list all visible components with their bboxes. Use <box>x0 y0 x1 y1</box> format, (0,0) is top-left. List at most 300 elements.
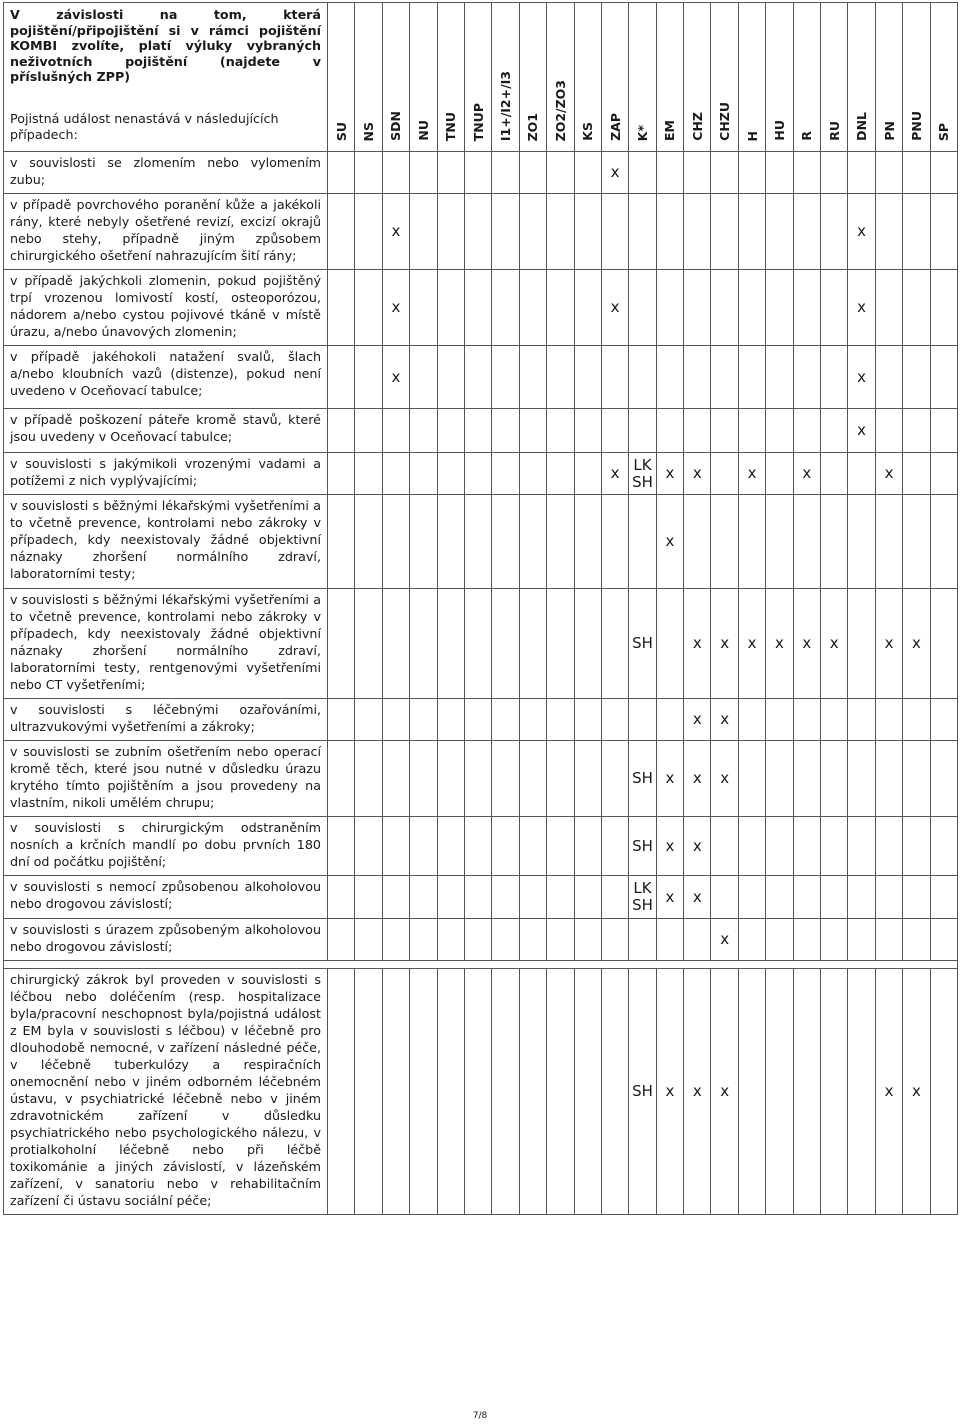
mark-cell: SH <box>629 589 656 699</box>
mark-cell <box>738 495 765 589</box>
mark-cell <box>601 699 628 741</box>
mark-cell <box>328 699 355 741</box>
mark-cell <box>875 194 902 270</box>
exclusion-description: v souvislosti s chirurgickým odstraněním nosních a krčních mandlí po dobu prvních 180 dní od počátku pojištění; <box>4 817 328 876</box>
mark-cell <box>492 741 519 817</box>
mark-cell <box>629 409 656 453</box>
mark-cell <box>464 969 491 1215</box>
column-header-label: SU <box>333 121 349 141</box>
mark-cell <box>821 699 848 741</box>
mark-cell <box>875 270 902 346</box>
mark-cell <box>684 194 711 270</box>
mark-cell <box>574 741 601 817</box>
mark-cell <box>574 969 601 1215</box>
mark-cell <box>328 409 355 453</box>
exclusion-description: chirurgický zákrok byl proveden v souvislosti s léčbou nebo doléčením (resp. hospitalizace byla/pracovní neschopnost byla/pojistná událost z EM byla v souvislosti s léčbou) v léčebně pro dlouhodobě nemocné, v zařízení následné péče, v léčebně tuberkulózy a respiračních onemocnění nebo v jiném odborném léčebném ústavu, v psychiatrické léčebně nebo v jiném zdravotnickém zařízení v důsledku psychiatrického nebo psychologického nálezu, v protialkoholní léčebně nebo při léčbě toxikománie a jiných závislostí, v lázeňském zařízení, v sanatoriu nebo v rehabilitačním zařízení či ústavu sociální péče; <box>4 969 328 1215</box>
mark-cell <box>656 194 683 270</box>
column-header-20 <box>875 3 902 152</box>
mark-cell <box>601 817 628 876</box>
mark-cell <box>738 270 765 346</box>
mark-cell <box>410 270 437 346</box>
mark-cell <box>410 453 437 495</box>
mark-cell: x <box>875 589 902 699</box>
mark-cell <box>711 453 738 495</box>
mark-cell <box>437 919 464 961</box>
mark-cell <box>437 876 464 919</box>
mark-cell <box>410 876 437 919</box>
mark-cell <box>656 346 683 409</box>
mark-cell <box>601 589 628 699</box>
mark-cell <box>766 194 793 270</box>
table-body <box>4 152 958 1215</box>
mark-cell <box>574 270 601 346</box>
column-header-9 <box>574 3 601 152</box>
mark-cell <box>930 409 957 453</box>
mark-cell <box>766 699 793 741</box>
mark-cell <box>821 969 848 1215</box>
mark-cell: x <box>382 194 409 270</box>
mark-cell: x <box>821 589 848 699</box>
mark-cell: SH <box>629 817 656 876</box>
column-header-label: KS <box>580 122 596 141</box>
spacer-cell <box>4 961 958 969</box>
mark-cell <box>382 741 409 817</box>
table-row <box>4 969 958 1215</box>
mark-cell <box>793 495 820 589</box>
mark-cell <box>437 194 464 270</box>
mark-cell <box>437 495 464 589</box>
mark-cell <box>821 495 848 589</box>
mark-cell <box>738 969 765 1215</box>
mark-cell <box>492 969 519 1215</box>
mark-cell <box>875 152 902 194</box>
mark-cell <box>903 194 930 270</box>
mark-cell: x <box>656 969 683 1215</box>
mark-cell: LK SH <box>629 453 656 495</box>
mark-cell <box>574 817 601 876</box>
mark-cell <box>547 589 574 699</box>
mark-cell <box>464 495 491 589</box>
mark-cell <box>903 919 930 961</box>
mark-cell <box>574 194 601 270</box>
mark-cell <box>437 969 464 1215</box>
mark-cell <box>355 876 382 919</box>
mark-cell: x <box>684 589 711 699</box>
mark-cell <box>328 589 355 699</box>
mark-cell <box>492 919 519 961</box>
mark-cell <box>464 453 491 495</box>
mark-cell <box>382 969 409 1215</box>
mark-cell: x <box>903 969 930 1215</box>
mark-cell <box>410 919 437 961</box>
mark-cell <box>547 152 574 194</box>
mark-cell <box>821 152 848 194</box>
mark-cell <box>519 589 546 699</box>
mark-cell <box>382 699 409 741</box>
mark-cell: SH <box>629 741 656 817</box>
mark-cell <box>711 409 738 453</box>
column-header-label: TNUP <box>470 102 486 141</box>
mark-cell <box>492 495 519 589</box>
mark-cell <box>437 152 464 194</box>
header-row <box>4 3 958 152</box>
mark-cell <box>382 152 409 194</box>
mark-cell <box>464 817 491 876</box>
mark-cell <box>328 969 355 1215</box>
mark-cell <box>793 817 820 876</box>
mark-cell <box>547 876 574 919</box>
mark-cell: x <box>711 699 738 741</box>
column-header-label: R <box>799 131 815 141</box>
mark-cell <box>766 876 793 919</box>
mark-cell <box>464 699 491 741</box>
column-header-label: EM <box>662 120 678 141</box>
mark-cell <box>684 270 711 346</box>
table-row <box>4 453 958 495</box>
mark-cell: x <box>656 495 683 589</box>
mark-cell: x <box>766 589 793 699</box>
table-row <box>4 741 958 817</box>
mark-cell <box>766 919 793 961</box>
mark-cell: x <box>684 817 711 876</box>
mark-cell <box>875 495 902 589</box>
mark-cell <box>355 589 382 699</box>
mark-cell <box>519 969 546 1215</box>
mark-cell <box>793 969 820 1215</box>
mark-cell <box>629 495 656 589</box>
column-header-label: H <box>744 130 760 141</box>
mark-cell <box>930 270 957 346</box>
column-header-7 <box>519 3 546 152</box>
mark-cell <box>629 699 656 741</box>
mark-cell <box>875 409 902 453</box>
mark-cell <box>930 876 957 919</box>
column-header-label: NU <box>415 120 431 141</box>
mark-cell <box>793 876 820 919</box>
exclusion-description: v souvislosti s léčebnými ozařováními, ultrazvukovými vyšetřeními a zákroky; <box>4 699 328 741</box>
mark-cell <box>519 495 546 589</box>
mark-cell <box>875 919 902 961</box>
mark-cell <box>437 589 464 699</box>
mark-cell <box>410 152 437 194</box>
mark-cell <box>848 453 875 495</box>
mark-cell <box>629 194 656 270</box>
mark-cell <box>903 741 930 817</box>
mark-cell <box>793 152 820 194</box>
mark-cell <box>821 817 848 876</box>
column-header-label: PNU <box>908 111 924 141</box>
column-header-10 <box>601 3 628 152</box>
mark-cell <box>875 346 902 409</box>
mark-cell <box>519 741 546 817</box>
column-header-0 <box>328 3 355 152</box>
mark-cell <box>656 589 683 699</box>
mark-cell: x <box>601 152 628 194</box>
mark-cell <box>711 876 738 919</box>
exclusion-description: v souvislosti s úrazem způsobeným alkoholovou nebo drogovou závislostí; <box>4 919 328 961</box>
mark-cell <box>519 194 546 270</box>
column-header-label: CHZ <box>689 112 705 141</box>
mark-cell <box>519 453 546 495</box>
column-header-18 <box>821 3 848 152</box>
mark-cell <box>355 919 382 961</box>
mark-cell <box>903 152 930 194</box>
mark-cell <box>684 495 711 589</box>
mark-cell <box>328 817 355 876</box>
mark-cell <box>738 409 765 453</box>
page-number: 7/8 <box>472 1411 488 1421</box>
mark-cell <box>355 409 382 453</box>
mark-cell <box>410 495 437 589</box>
mark-cell: x <box>903 589 930 699</box>
mark-cell <box>519 699 546 741</box>
mark-cell <box>547 741 574 817</box>
mark-cell <box>930 817 957 876</box>
mark-cell <box>601 409 628 453</box>
mark-cell <box>738 817 765 876</box>
mark-cell: x <box>684 741 711 817</box>
mark-cell <box>328 194 355 270</box>
exclusion-description: v souvislosti s běžnými lékařskými vyšetřeními a to včetně prevence, kontrolami nebo zákroky v případech, kdy neexistovaly žádné objektivní náznaky zhoršení normálního zdraví, laboratorními testy, rentgenovými vyšetřeními nebo CT vyšetřeními; <box>4 589 328 699</box>
mark-cell <box>382 409 409 453</box>
column-header-label: RU <box>826 121 842 141</box>
mark-cell <box>574 453 601 495</box>
mark-cell <box>875 699 902 741</box>
mark-cell <box>848 152 875 194</box>
mark-cell: x <box>684 453 711 495</box>
mark-cell <box>930 969 957 1215</box>
mark-cell <box>574 495 601 589</box>
column-header-label: SP <box>936 122 952 141</box>
mark-cell: x <box>793 589 820 699</box>
mark-cell <box>848 969 875 1215</box>
mark-cell <box>492 876 519 919</box>
column-header-label: CHZU <box>717 102 733 141</box>
mark-cell: x <box>848 194 875 270</box>
column-header-1 <box>355 3 382 152</box>
mark-cell <box>738 919 765 961</box>
mark-cell <box>547 495 574 589</box>
column-header-14 <box>711 3 738 152</box>
mark-cell <box>601 969 628 1215</box>
column-header-5 <box>464 3 491 152</box>
mark-cell <box>711 346 738 409</box>
mark-cell <box>738 194 765 270</box>
mark-cell <box>875 741 902 817</box>
mark-cell <box>328 741 355 817</box>
table-row <box>4 409 958 453</box>
column-header-label: PN <box>881 121 897 141</box>
mark-cell <box>766 152 793 194</box>
mark-cell <box>574 409 601 453</box>
mark-cell <box>355 152 382 194</box>
mark-cell <box>464 409 491 453</box>
mark-cell <box>766 346 793 409</box>
mark-cell <box>848 817 875 876</box>
mark-cell <box>821 270 848 346</box>
column-header-16 <box>766 3 793 152</box>
mark-cell <box>519 152 546 194</box>
mark-cell <box>930 741 957 817</box>
mark-cell <box>410 589 437 699</box>
mark-cell: x <box>382 270 409 346</box>
mark-cell <box>601 876 628 919</box>
mark-cell <box>766 741 793 817</box>
mark-cell <box>903 346 930 409</box>
mark-cell <box>355 741 382 817</box>
mark-cell <box>464 194 491 270</box>
mark-cell <box>684 409 711 453</box>
mark-cell <box>903 453 930 495</box>
mark-cell <box>492 346 519 409</box>
column-header-6 <box>492 3 519 152</box>
mark-cell <box>766 270 793 346</box>
table-row <box>4 817 958 876</box>
mark-cell: x <box>848 409 875 453</box>
mark-cell <box>410 409 437 453</box>
mark-cell <box>547 409 574 453</box>
mark-cell: x <box>656 741 683 817</box>
column-header-label: SDN <box>388 111 404 141</box>
mark-cell <box>574 919 601 961</box>
column-header-13 <box>684 3 711 152</box>
mark-cell <box>656 919 683 961</box>
mark-cell <box>601 741 628 817</box>
mark-cell <box>821 919 848 961</box>
mark-cell <box>547 453 574 495</box>
exclusion-description: v případě poškození páteře kromě stavů, které jsou uvedeny v Oceňovací tabulce; <box>4 409 328 453</box>
mark-cell: x <box>738 453 765 495</box>
mark-cell <box>492 453 519 495</box>
mark-cell <box>848 741 875 817</box>
mark-cell <box>766 453 793 495</box>
mark-cell <box>738 152 765 194</box>
mark-cell: x <box>793 453 820 495</box>
exclusion-description: v souvislosti se zubním ošetřením nebo operací kromě těch, které jsou nutné v důsledku úrazu krytého tímto pojištěním a jsou provedeny na vlastním, nikoli umělém chrupu; <box>4 741 328 817</box>
mark-cell: x <box>684 699 711 741</box>
mark-cell <box>711 270 738 346</box>
mark-cell: x <box>875 969 902 1215</box>
mark-cell: LK SH <box>629 876 656 919</box>
mark-cell <box>547 346 574 409</box>
mark-cell <box>821 346 848 409</box>
mark-cell <box>355 817 382 876</box>
subheading-text: Pojistná událost nenastává v následujících případech: <box>10 110 279 142</box>
mark-cell <box>382 453 409 495</box>
mark-cell <box>684 346 711 409</box>
mark-cell <box>848 919 875 961</box>
table-row <box>4 919 958 961</box>
mark-cell <box>547 969 574 1215</box>
column-header-label: NS <box>361 121 377 141</box>
mark-cell: x <box>711 741 738 817</box>
mark-cell <box>519 270 546 346</box>
mark-cell <box>903 817 930 876</box>
mark-cell <box>930 589 957 699</box>
mark-cell <box>355 194 382 270</box>
mark-cell <box>793 409 820 453</box>
mark-cell <box>410 969 437 1215</box>
mark-cell <box>410 699 437 741</box>
mark-cell <box>547 270 574 346</box>
mark-cell <box>410 346 437 409</box>
mark-cell <box>382 876 409 919</box>
intro-text: V závislosti na tom, která pojištění/připojištění si v rámci pojištění KOMBI zvolíte, platí výluky vybraných neživotních pojištění (najdete v příslušných ZPP) <box>10 7 321 84</box>
mark-cell <box>492 699 519 741</box>
mark-cell <box>766 969 793 1215</box>
mark-cell <box>601 194 628 270</box>
mark-cell: x <box>684 876 711 919</box>
mark-cell <box>930 194 957 270</box>
column-header-22 <box>930 3 957 152</box>
mark-cell <box>793 346 820 409</box>
mark-cell <box>903 409 930 453</box>
mark-cell <box>601 919 628 961</box>
mark-cell: x <box>656 876 683 919</box>
mark-cell <box>328 876 355 919</box>
mark-cell <box>328 919 355 961</box>
mark-cell <box>519 817 546 876</box>
mark-cell: x <box>601 270 628 346</box>
mark-cell <box>848 589 875 699</box>
exclusion-description: v případě jakýchkoli zlomenin, pokud pojištěný trpí vrozenou lomivostí kostí, osteoporózou, nádorem a/nebo cystou pojivové tkáně v místě úrazu, a/nebo únavových zlomenin; <box>4 270 328 346</box>
table-row <box>4 589 958 699</box>
mark-cell <box>930 495 957 589</box>
mark-cell: x <box>656 453 683 495</box>
mark-cell <box>382 919 409 961</box>
mark-cell <box>355 699 382 741</box>
exclusions-table <box>3 2 958 1215</box>
mark-cell <box>684 919 711 961</box>
mark-cell <box>574 699 601 741</box>
column-header-17 <box>793 3 820 152</box>
mark-cell <box>903 699 930 741</box>
column-header-label: TNU <box>443 111 459 141</box>
mark-cell <box>410 741 437 817</box>
mark-cell <box>464 589 491 699</box>
mark-cell <box>464 876 491 919</box>
mark-cell <box>437 699 464 741</box>
mark-cell <box>875 817 902 876</box>
mark-cell <box>766 409 793 453</box>
mark-cell <box>464 346 491 409</box>
mark-cell: SH <box>629 969 656 1215</box>
mark-cell <box>547 919 574 961</box>
column-header-label: ZO1 <box>525 112 541 141</box>
mark-cell <box>738 876 765 919</box>
table-row <box>4 194 958 270</box>
column-header-15 <box>738 3 765 152</box>
mark-cell: x <box>711 589 738 699</box>
mark-cell <box>656 409 683 453</box>
mark-cell <box>410 194 437 270</box>
mark-cell <box>903 876 930 919</box>
header-description-cell <box>4 3 328 152</box>
mark-cell <box>437 453 464 495</box>
mark-cell <box>519 346 546 409</box>
mark-cell <box>821 453 848 495</box>
mark-cell <box>930 699 957 741</box>
table-row <box>4 495 958 589</box>
column-header-label: DNL <box>854 112 870 141</box>
mark-cell: x <box>738 589 765 699</box>
mark-cell <box>328 270 355 346</box>
mark-cell <box>930 152 957 194</box>
mark-cell <box>656 270 683 346</box>
mark-cell <box>464 152 491 194</box>
column-header-label: HU <box>771 120 787 141</box>
column-header-label: ZO2/ZO3 <box>552 79 568 141</box>
